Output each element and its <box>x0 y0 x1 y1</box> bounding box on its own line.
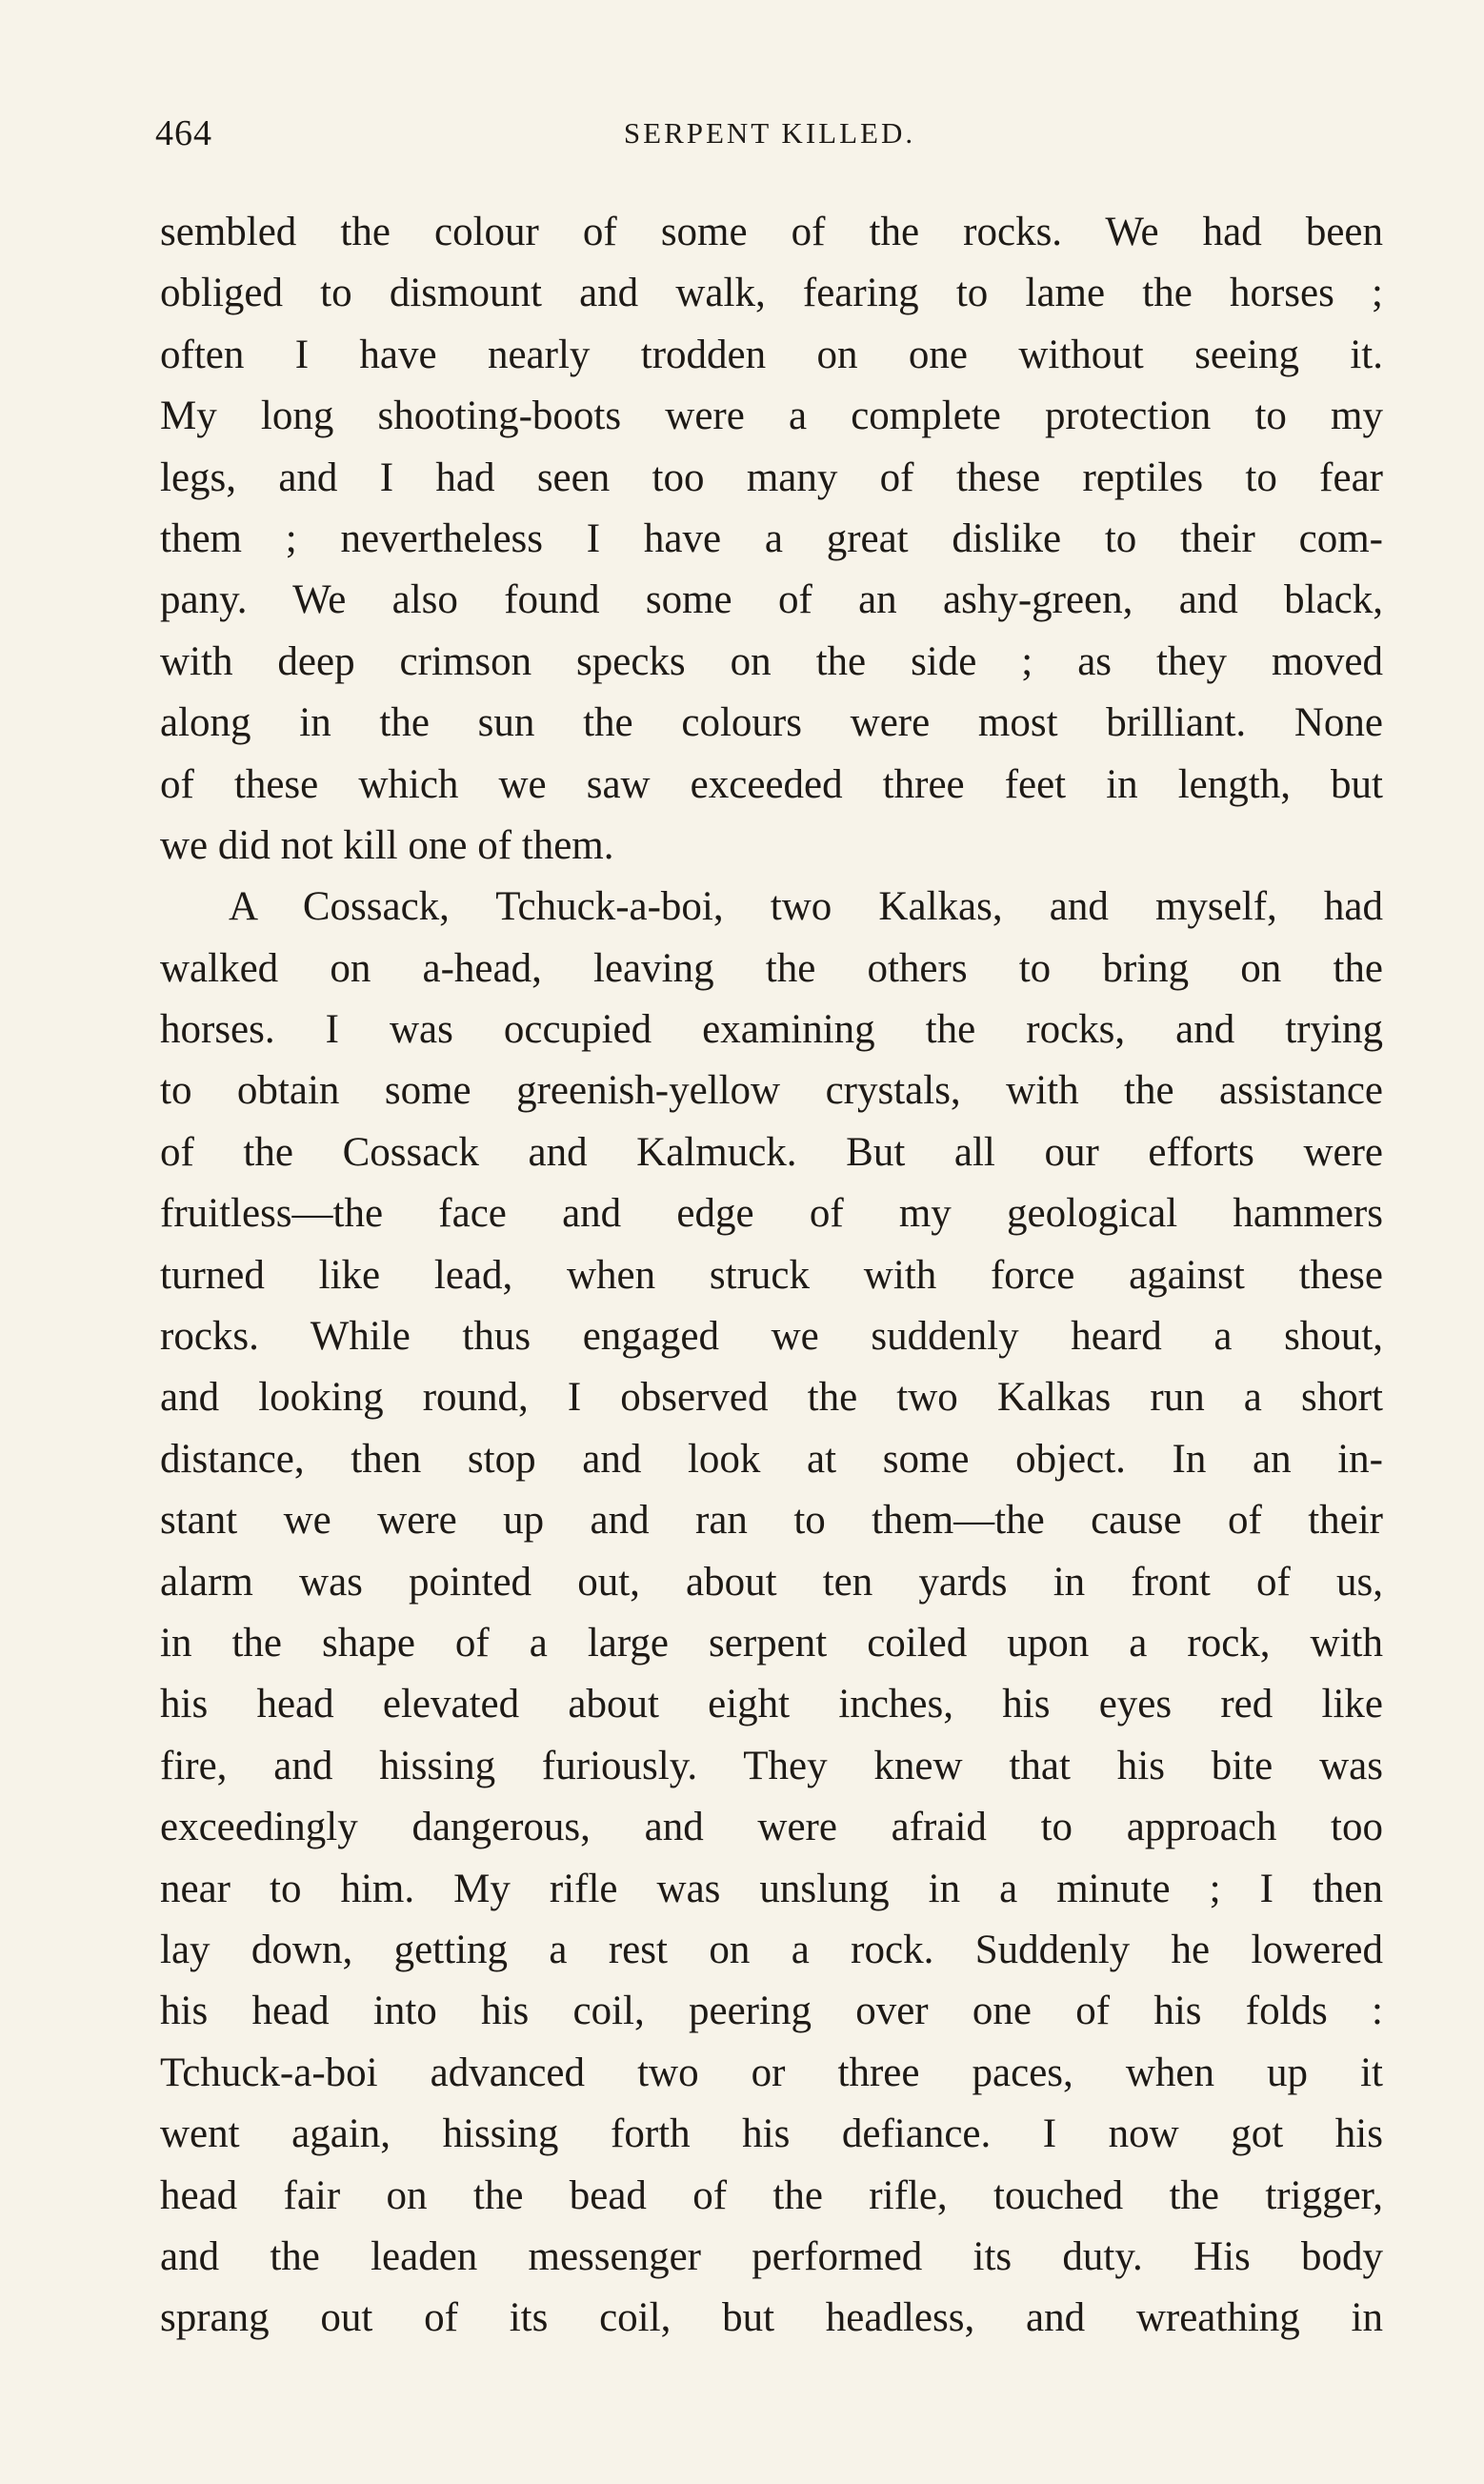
text-line: legs, and I had seen too many of these reptiles to fear <box>160 454 1383 500</box>
text-line: distance, then stop and look at some object. In an in- <box>160 1436 1383 1482</box>
text-line: sprang out of its coil, but headless, and wreathing in <box>160 2295 1383 2341</box>
text-line: A Cossack, Tchuck-a-boi, two Kalkas, and myself, had <box>229 884 1383 930</box>
text-line: them ; nevertheless I have a great dislike to their com- <box>160 515 1383 561</box>
text-line: walked on a-head, leaving the others to bring on the <box>160 945 1383 991</box>
text-line: horses. I was occupied examining the rocks, and trying <box>160 1007 1383 1053</box>
text-line: with deep crimson specks on the side ; as they moved <box>160 638 1383 684</box>
text-line: head fair on the bead of the rifle, touched the trigger, <box>160 2172 1383 2218</box>
text-line: My long shooting-boots were a complete protection to my <box>160 394 1383 439</box>
text-line: alarm was pointed out, about ten yards in front of us, <box>160 1559 1383 1605</box>
text-line: to obtain some greenish-yellow crystals, with the assistance <box>160 1068 1383 1114</box>
text-line: his head elevated about eight inches, his eyes red like <box>160 1682 1383 1727</box>
paragraph-2 <box>160 877 1383 2349</box>
text-line: his head into his coil, peering over one of his folds : <box>160 1989 1383 2034</box>
running-head: SERPENT KILLED. <box>623 116 916 150</box>
text-line: pany. We also found some of an ashy-green, and black, <box>160 577 1383 623</box>
paragraph-1 <box>160 202 1383 877</box>
text-line: and the leaden messenger performed its duty. His body <box>160 2233 1383 2279</box>
text-line: obliged to dismount and walk, fearing to lame the horses ; <box>160 271 1383 316</box>
text-line: stant we were up and ran to them—the cause of their <box>160 1498 1383 1544</box>
text-line: turned like lead, when struck with force against these <box>160 1252 1383 1298</box>
text-line: Tchuck-a-boi advanced two or three paces, when up it <box>160 2050 1383 2095</box>
text-line: we did not kill one of them. <box>160 822 614 868</box>
text-line: lay down, getting a rest on a rock. Suddenly he lowered <box>160 1927 1383 1972</box>
body-text <box>160 202 1383 2350</box>
text-line: rocks. While thus engaged we suddenly heard a shout, <box>160 1314 1383 1360</box>
page-number: 464 <box>155 113 212 153</box>
text-line: sembled the colour of some of the rocks. We had been <box>160 210 1383 254</box>
text-line: of the Cossack and Kalmuck. But all our efforts were <box>160 1129 1383 1175</box>
page-header <box>155 112 1384 170</box>
text-line: and looking round, I observed the two Kalkas run a short <box>160 1375 1383 1421</box>
text-line: often I have nearly trodden on one without seeing it. <box>160 332 1383 377</box>
text-line: went again, hissing forth his defiance. I now got his <box>160 2111 1383 2157</box>
text-line: along in the sun the colours were most brilliant. None <box>160 700 1383 746</box>
text-line: fire, and hissing furiously. They knew that his bite was <box>160 1743 1383 1788</box>
text-line: in the shape of a large serpent coiled upon a rock, with <box>160 1620 1383 1666</box>
text-line: fruitless—the face and edge of my geological hammers <box>160 1191 1383 1237</box>
text-line: near to him. My rifle was unslung in a minute ; I then <box>160 1866 1383 1911</box>
text-line: exceedingly dangerous, and were afraid to approach too <box>160 1805 1383 1850</box>
text-line: of these which we saw exceeded three feet in length, but <box>160 761 1383 807</box>
